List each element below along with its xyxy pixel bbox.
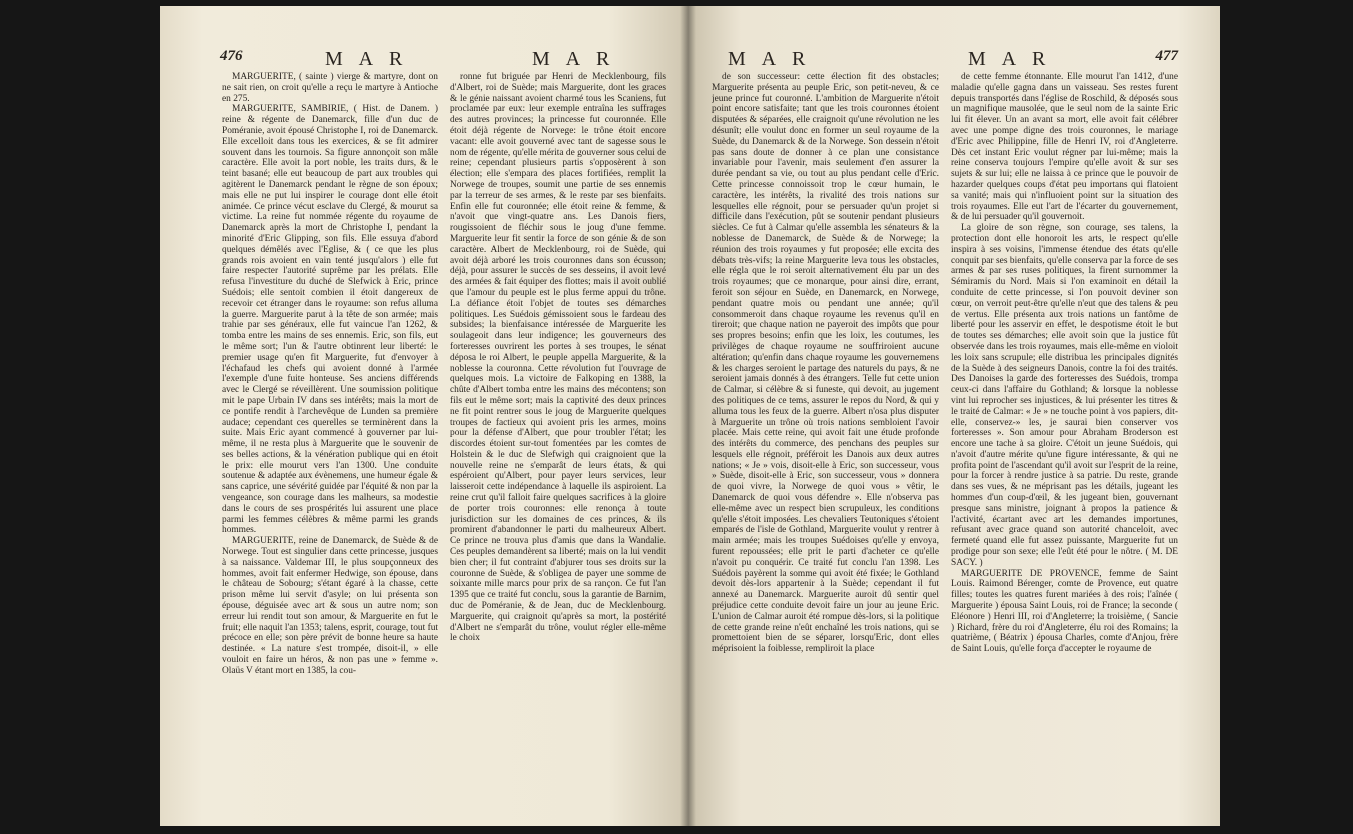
running-head: M A R: [325, 48, 409, 70]
open-book: [160, 6, 1220, 826]
left-page-header: [160, 48, 688, 72]
left-page: [160, 6, 688, 826]
text-column-2: [951, 72, 1178, 818]
running-head: M A R: [968, 48, 1052, 70]
page-number: 477: [1155, 48, 1178, 64]
entry-paragraph: de son successeur: cette élection fit des obstacles; Marguerite présenta au peuple Eric, son petit-neveu, & ce jeune prince fut couronné. L'ambition de Marguerite n'étoit point encore satisfaite; tant que les trois couronnes étoient disputées & séparées, elle craignoit qu'une révolution ne les désunît; elle voulut donc en former un seul royaume de la Suède, du Danemarck & de la Norwege. Son dessein n'étoit pas sans doute de donner à ce plan une consistance invariable pour l'avenir, mais seulement d'en assurer la durée pendant sa vie, ou tout au plus pendant celle d'Eric. Cette princesse connoissoit trop le cœur humain, le caractère, les intérêts, la rivalité des trois nations sur lesquelles elle régnoit, pour se persuader qu'un projet si difficile dans l'exécution, pût se soutenir pendant plusieurs siècles. Ce fut à Calmar qu'elle assembla les sénateurs & la noblesse de Danemarck, de Suède & de Norwege; la réunion des trois royaumes y fut proposée; elle excita des débats très-vifs; la reine Marguerite leva tous les obstacles, elle régla que le roi seroit alternativement élu par un des trois royaumes; que ce monarque, pour ainsi dire, errant, feroit son séjour en Suède, en Danemarck, en Norwege, pendant quatre mois ou pendant une année; qu'il consommeroit dans chaque royaume les revenus qu'il en tireroit; que chaque nation ne payeroit des impôts que pour ses propres besoins; enfin que les loix, les coutumes, les privilèges de chaque royaume ne souffriroient aucune altération; qu'enfin dans chaque royaume les gouvernemens & les charges seroient le partage des naturels du pays, & ne seroient jamais donnés à des étrangers. Telle fut cette union de Calmar, si célèbre & si funeste, qui devoit, au jugement des politiques de ce tems, assurer le repos du Nord, & qui y alluma tous les feux de la guerre. Albert n'osa plus disputer à Marguerite un trône où trois nations sembloient l'avoir placée. Mais cette reine, qui avoit fait une étude profonde des intérêts du commerce, des penchans des peuples sur lesquels elle régnoit, préféroit les Danois aux deux autres nations; « Je » vois, disoit-elle à Eric, son successeur, vous » Suède, disoit-elle à Eric, son successeur, vous » donnera de quoi vivre, la Norwege de quoi vous » vêtir, le Danemarck de quoi vous défendre ». Elle n'observa pas elle-même avec un respect bien scrupuleux, les conditions qu'elle s'étoit imposées. Les chevaliers Teutoniques s'étoient emparés de l'isle de Gothland, Marguerite voulut y rentrer à main armée; mais les troupes Suédoises qu'elle y envoya, furent repoussées; elle prit le parti d'acheter ce qu'elle n'avoit pu conquérir. Ce traité fut conclu l'an 1398. Les Suédois payèrent la somme qui avoit été fixée; le Gothland devoit dès-lors appartenir à la Suède; cependant il fut annexé au Danemarck. Marguerite auroit dû sentir quel préjudice cette conduite devoit faire un jour au jeune Eric. L'union de Calmar auroit été rompue dès-lors, si la politique de cette grande reine n'eût enchaîné les trois nations, qui se promettoient bien de se séparer, lorsqu'Eric, dont elles méprisoient la foiblesse, rempliroit la place: [712, 72, 939, 655]
text-column-1: [712, 72, 939, 818]
entry-paragraph: MARGUERITE, ( sainte ) vierge & martyre, dont on ne sait rien, on croit qu'elle a reçu le martyre à Antioche en 275.: [222, 72, 438, 104]
right-page: [688, 6, 1220, 826]
running-head: M A R: [532, 48, 616, 70]
right-page-header: [688, 48, 1220, 72]
text-column-1: [222, 72, 438, 818]
page-number: 476: [220, 48, 243, 64]
text-column-2: [450, 72, 666, 818]
right-page-columns: [712, 72, 1178, 818]
entry-paragraph: MARGUERITE, reine de Danemarck, de Suède & de Norwege. Tout est singulier dans cette princesse, jusques à sa naissance. Valdemar III, le plus soupçonneux des hommes, avoit fait enfermer Hedwige, son épouse, dans le château de Sobourg; s'étant égaré à la chasse, cette prison même lui servit d'asyle; on lui présenta son épouse, déguisée avec art & sous un autre nom; son erreur lui rendit tout son amour, & Marguerite en fut le fruit; elle naquit l'an 1353; talens, esprit, courage, tout fut précoce en elle; son père prévit de bonne heure sa haute destinée. « La nature s'est trompée, disoit-il, » elle vouloit en faire un héros, & non pas une » femme ». Olaüs V étant mort en 1385, la cou-: [222, 536, 438, 676]
book-gutter: [680, 6, 696, 826]
entry-paragraph: MARGUERITE, SAMBIRIE, ( Hist. de Danem. ) reine & régente de Danemarck, fille d'un duc de Poméranie, avoit épousé Christophe I, roi de Danemarck. Elle excelloit dans tous les exercices, & se fit admirer souvent dans les tournois. Sa figure annonçoit son mâle caractère. Elle avoit la port noble, les traits durs, & le teint basané; elle eut beaucoup de part aux troubles qui agitèrent le Danemarck pendant le règne de son époux; mais elle ne put lui inspirer le courage dont elle étoit animée. Ce prince vécut esclave du Clergé, & mourut sa victime. La reine fut nommée régente du royaume de Danemarck après la mort de Christophe I, pendant la minorité d'Eric Glipping, son fils. Elle essuya d'abord quelques démêlés avec l'Eglise, & ( ce que les plus grands rois avoient en vain tenté jusqu'alors ) elle fut faire respecter l'autorité suprême par les prélats. Elle refusa l'investiture du duché de Slefwick à Eric, prince Suédois; elle sentoit combien il étoit dangereux de recevoir cet étranger dans le royaume: son refus alluma la guerre. Marguerite parut à la tête de son armée; mais trahie par ses généraux, elle fut vaincue l'an 1262, & tomba entre les mains de ses ennemis. Eric, son fils, eut le même sort; l'un & l'autre obtinrent leur liberté: le premier usage qu'en fit Marguerite, fut d'envoyer à l'échafaud les chefs qui avoient donné à l'armée l'exemple d'une fuite honteuse. Ses anciens différends avec le Clergé se réveillèrent. Une soumission politique mit le pape Urbain IV dans ses intérêts; mais la mort de ce pontife rendit à l'archevêque de Lunden sa première audace; cependant ces querelles se terminèrent dans la suite. Mais Eric ayant commencé à gouverner par lui-même, il ne resta plus à Marguerite que le souvenir de ses belles actions, & la vénération publique qui en étoit le prix: elle mourut vers l'an 1300. Une conduite soutenue & adaptée aux évènemens, une humeur égale & sans caprice, une sévérité guidée par l'équité & non par la vengeance, son courage dans les malheurs, sa modestie dans le cours de ses prospérités lui assurent une place parmi les femmes célèbres & même parmi les grands hommes.: [222, 104, 438, 536]
entry-paragraph: ronne fut briguée par Henri de Mecklenbourg, fils d'Albert, roi de Suède; mais Marguerite, dont les graces & le génie naissant avoient charmé tous les Scaniens, fut proclamée par eux: leur exemple entraîna les suffrages des autres provinces; la princesse fut couronnée. Elle étoit déjà régente de Norvege: le trône étoit encore vacant: elle avoit gouverné avec tant de sagesse sous le nom de régente, qu'elle mérita de gouverner sous celui de reine; cependant plusieurs partis s'opposèrent à son élection; elle s'empara des places fortifiées, remplit la Norwege de troupes, soumit une partie de ses ennemis par la terreur de ses armes, & le reste par ses bienfaits. Enfin elle fut couronnée; elle étoit reine & femme, & n'avoit que vingt-quatre ans. Les Danois fiers, rougissoient de fléchir sous le joug d'une femme. Marguerite leur fit sentir la force de son génie & de son caractère. Albert de Mecklenbourg, roi de Suède, qui avoit déjà arboré les trois couronnes dans son écusson; déjà, pour assurer le succès de ses desseins, il avoit levé des armées & fait équiper des flottes; mais il avoit oublié que l'amour du peuple est le plus ferme appui du trône. La défiance étoit l'objet de toutes ses démarches politiques. Les Suédois gémissoient sous le fardeau des subsides; la bienfaisance intéressée de Marguerite les soulageoit dans leur indigence; les gouverneurs des forteresses ouvrirent les portes à ses troupes, le sénat déposa le roi Albert, le peuple appella Marguerite, & la noblesse la couronna. Cette révolution fut l'ouvrage de quelques mois. La victoire de Falkoping en 1388, la chûte d'Albert tomba entre les mains des mécontens; son fils eut le même sort; mais la captivité des deux princes ne fit point rentrer sous le joug de Marguerite quelques troupes de factieux qui avoient pris les armes, moins pour la défense d'Albert, que pour troubler l'état; les discordes étoient sur-tout fomentées par les comtes de Holstein & le duc de Slefwigh qui craignoient que la nouvelle reine ne s'emparât de leurs états, & qui espéroient qu'Albert, pour payer leurs services, leur laisseroit cette indépendance à laquelle ils aspiroient. La reine crut qu'il falloit faire quelques sacrifices à la gloire de porter trois couronnes: elle renonça à toute jurisdiction sur les domaines de ces princes, & ils promirent d'abandonner le parti du malheureux Albert. Ce prince ne trouva plus d'amis que dans la Wandalie. Ces peuples demandèrent sa liberté; mais on la lui vendit bien cher; il fut contraint d'abjurer tous ses droits sur la couronne de Suède, & s'obligea de payer une somme de soixante mille marcs pour prix de sa rançon. Ce fut l'an 1395 que ce traité fut conclu, sous la garantie de Barnim, duc de Poméranie, & de Jean, duc de Mecklenbourg. Marguerite, qui craignoit qu'après sa mort, la postérité d'Albert ne s'emparât du trône, voulut régler elle-même le choix: [450, 72, 666, 644]
running-head: M A R: [728, 48, 812, 70]
entry-paragraph: MARGUERITE DE PROVENCE, femme de Saint Louis. Raimond Bérenger, comte de Provence, eut quatre filles; toutes les quatres furent mariées à des rois; l'aînée ( Marguerite ) épousa Saint Louis, roi de France; la seconde ( Eléonore ) Henri III, roi d'Angleterre; la troisième, ( Sancie ) Richard, frère du roi d'Angleterre, élu roi des Romains; la quatrième, ( Béatrix ) épousa Charles, comte d'Anjou, frère de Saint Louis, qu'elle força d'accepter le royaume de: [951, 568, 1178, 655]
entry-paragraph: de cette femme étonnante. Elle mourut l'an 1412, d'une maladie qu'elle gagna dans un vaisseau. Ses restes furent depuis transportés dans l'église de Roschild, & déposés sous un magnifique mausolée, que le seul nom de la sainte Eric lui fit élever. Un an avant sa mort, elle avoit fait célébrer avec une pompe digne des trois couronnes, le mariage d'Eric avec Philippine, fille de Henri IV, roi d'Angleterre. Dès cet instant Eric voulut régner par lui-même; mais la reine conserva toujours l'empire qu'elle avoit & sur ses sujets & sur lui; elle ne laissa à ce prince que le pouvoir de hazarder quelques coups d'état peu importans qui flatoient sa vanité; mais qui n'influoient point sur la situation des trois royaumes. Elle eut l'art de l'écarter du gouvernement, & de lui persuader qu'il gouvernoit.: [951, 72, 1178, 223]
entry-paragraph: La gloire de son règne, son courage, ses talens, la protection dont elle honoroit les arts, le respect qu'elle inspira à ses voisins, l'immense étendue des états qu'elle conquit par ses bienfaits, qu'elle conserva par la force de ses armes & par ses ruses politiques, la firent surnommer la Sémiramis du Nord. Mais si l'on examinoit en détail la conduite de cette princesse, si l'on pouvoit deviner son cœur, on verroit peut-être qu'elle n'eut que des talens & peu de vertus. Elle présenta aux trois nations un fantôme de liberté pour les asservir en effet, le despotisme étoit le but de toutes ses démarches; elle avoit soin que la justice fût observée dans les trois royaumes, mais elle-même en violoit les loix sans scrupule; elle distribua les principales dignités de la Suède à des seigneurs Danois, contre la foi des traités. Des Danoises la garde des forteresses des Suédois, trompa ceux-ci dans l'affaire du Gothland; & lorsque la noblesse vint lui reprocher ses injustices, & lui présenter les titres & le traité de Calmar: « Je » ne touche point à vos papiers, dit-elle, conservez-» les, je saurai bien conserver vos forteresses ». Son amour pour Abraham Broderson est encore une tache à sa gloire. C'étoit un jeune Suédois, qui n'avoit d'autre mérite qu'une figure intéressante, & qui ne profita point de l'ascendant qu'il avoit sur l'esprit de la reine, pour la forcer à rendre justice à sa patrie. Du reste, grande dans ses vues, & ne méprisant pas les détails, jugeant les hommes d'un coup-d'œil, & les jugeant bien, gouvernant presque sans ministre, joignant à propos la patience & l'activité, écartant avec art les demandes importunes, refusant avec grace quand son autorité chanceloit, avec fermeté quand elle fut assez puissante, Marguerite fut un prodige pour son sexe; elle l'eût été pour le nôtre. ( M. DE SACY. ): [951, 223, 1178, 568]
left-page-columns: [222, 72, 666, 818]
